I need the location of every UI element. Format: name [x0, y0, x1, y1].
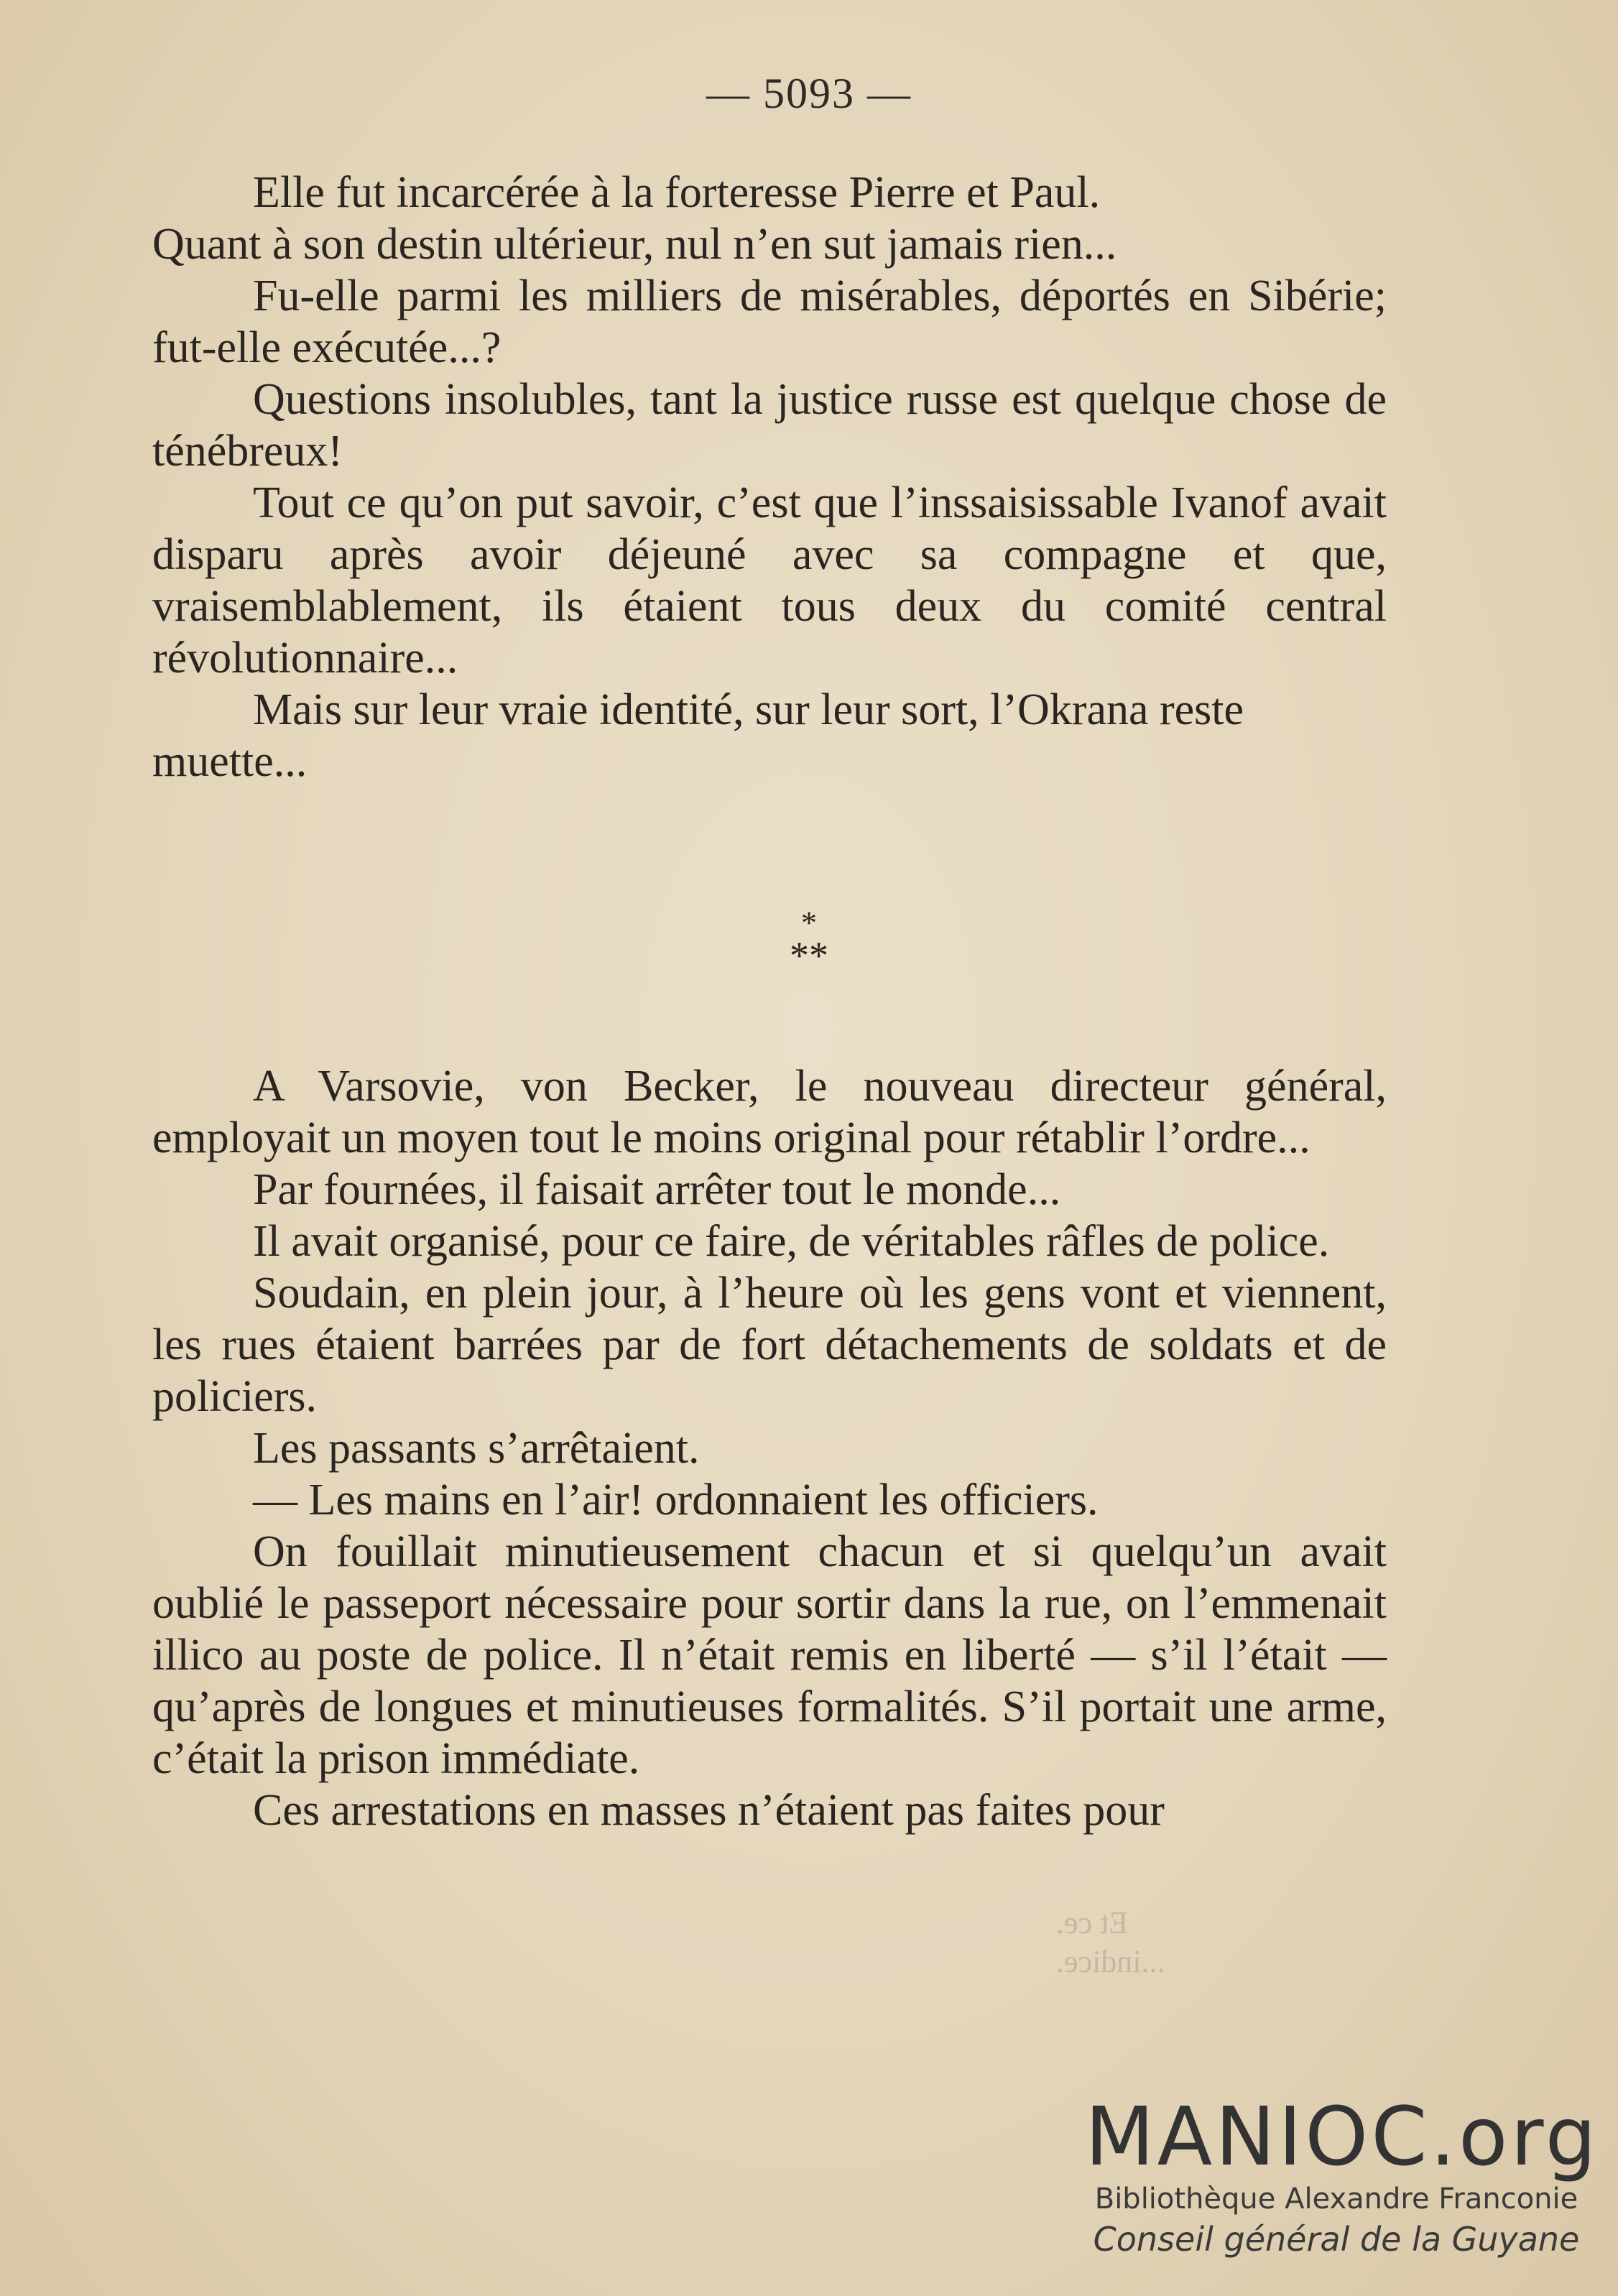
paragraph: Fu-elle parmi les milliers de misérables, déportés en Sibérie; fut-elle exécutée...?: [152, 272, 1387, 372]
paragraph: Mais sur leur vraie identité, sur leur sort, l’Okrana reste muette...: [152, 685, 1244, 786]
asterism-top: *: [801, 905, 817, 940]
paragraph: Soudain, en plein jour, à l’heure où les gens vont et viennent, les rues étaient barrées par de fort détachements de soldats et de policiers.: [152, 1269, 1387, 1421]
paragraph: Les passants s’arrêtaient.: [253, 1424, 700, 1473]
bleed-line: Et ce.: [1056, 1905, 1129, 1940]
paragraph: Par fournées, il faisait arrêter tout le monde...: [253, 1165, 1061, 1214]
text-block-2: [152, 1060, 1387, 1836]
bleed-line: ...indice.: [1056, 1944, 1165, 1979]
logo-library-name: Bibliothèque Alexandre Franconie: [1094, 2182, 1578, 2216]
paragraph: Quant à son destin ultérieur, nul n’en sut jamais rien...: [152, 220, 1117, 269]
paragraph: On fouillait minutieusement chacun et si quelqu’un avait oublié le passeport nécessaire pour sortir dans la rue, on l’emmenait illico au poste de police. Il n’était remis en liberté — s’il l’était — qu’après de longues et minutieuses formalités. S’il portait une arme, c’était la prison immédiate.: [152, 1527, 1387, 1783]
manioc-logo: [1085, 2091, 1599, 2261]
text-block-1: [152, 167, 1387, 787]
logo-mark: MANIOC.org: [1085, 2091, 1599, 2184]
paragraph: Questions insolubles, tant la justice russe est quelque chose de ténébreux!: [152, 375, 1387, 476]
paragraph: Ces arrestations en masses n’étaient pas faites pour: [253, 1786, 1165, 1835]
page-number: — 5093 —: [706, 70, 912, 117]
paragraph: Tout ce qu’on put savoir, c’est que l’inssaisissable Ivanof avait disparu après avoir déjeuné avec sa compagne et que, vraisemblablement, ils étaient tous deux du comité central révolutionnaire...: [152, 478, 1387, 682]
paragraph: A Varsovie, von Becker, le nouveau directeur général, employait un moyen tout le moins original pour rétablir l’ordre...: [152, 1062, 1387, 1162]
asterism-bottom: **: [790, 934, 828, 977]
logo-council-name: Conseil général de la Guyane: [1093, 2220, 1580, 2259]
paragraph: Il avait organisé, pour ce faire, de véritables râfles de police.: [253, 1217, 1330, 1266]
bleed-through-text: [1056, 1904, 1387, 1981]
asterism-divider: [0, 905, 1618, 977]
paragraph: Elle fut incarcérée à la forteresse Pierre et Paul.: [253, 168, 1101, 217]
paragraph: — Les mains en l’air! ordonnaient les officiers.: [253, 1476, 1099, 1524]
